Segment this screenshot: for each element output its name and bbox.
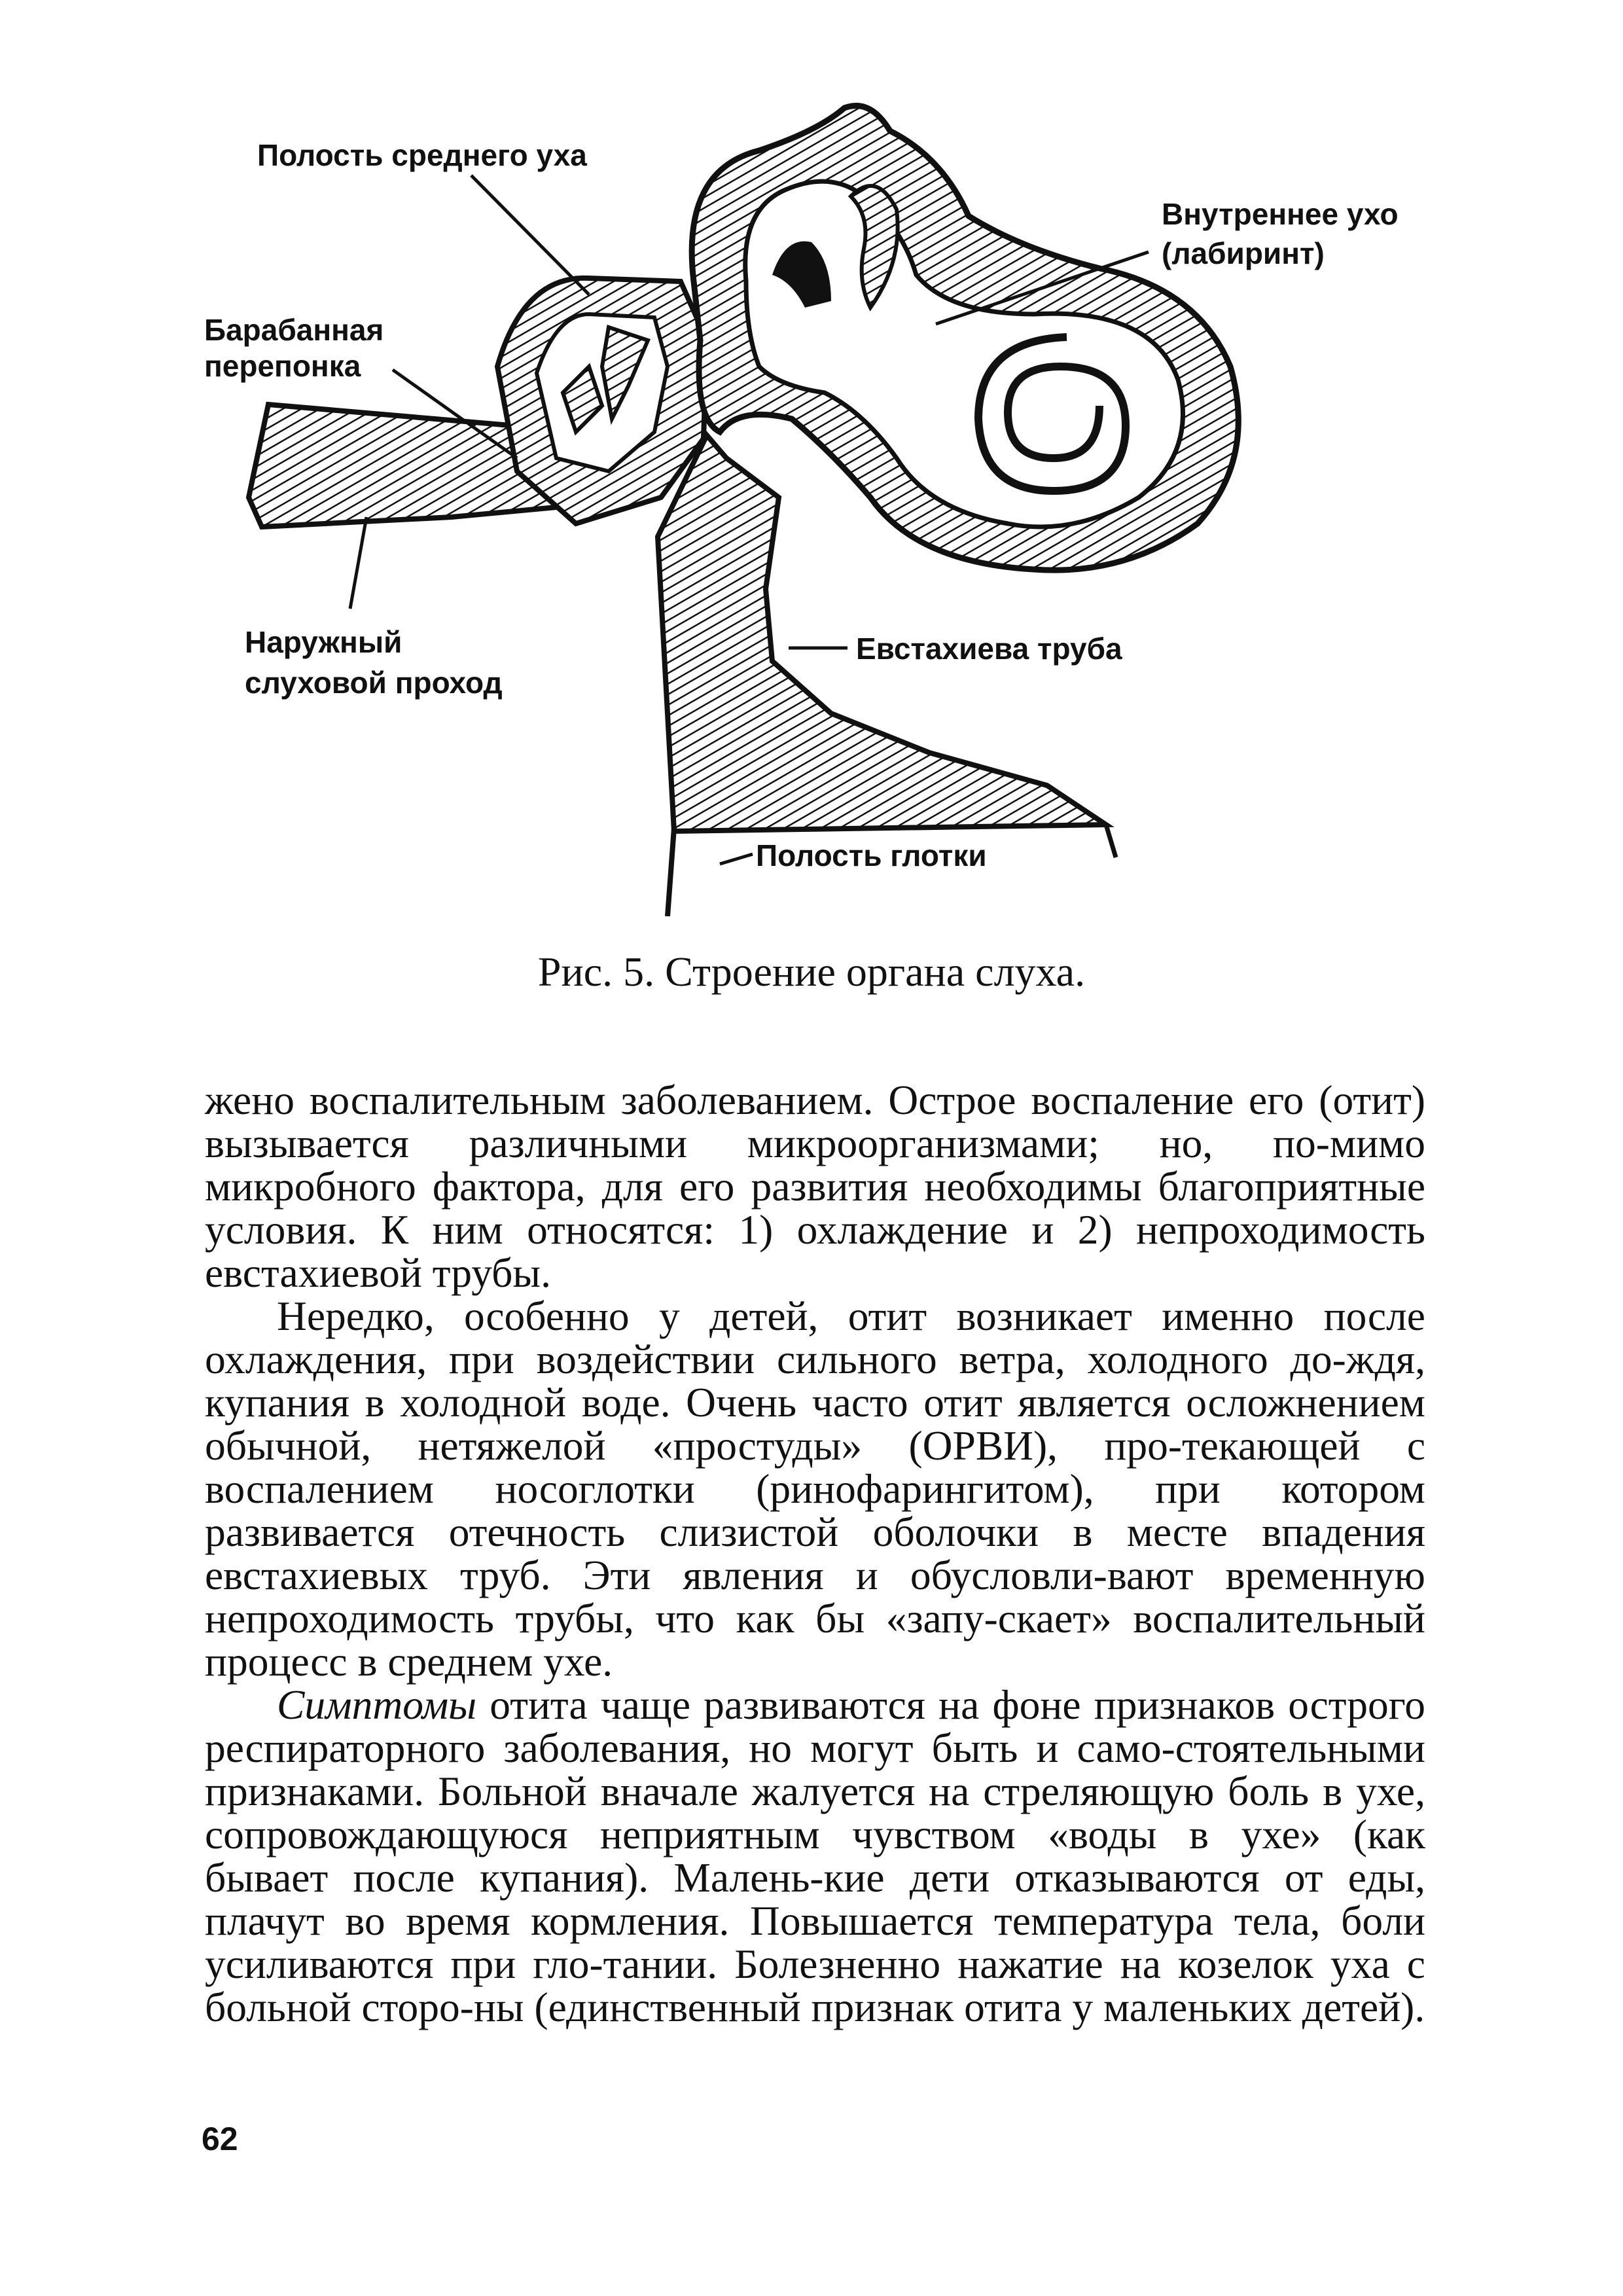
paragraph-3-text: отита чаще развиваются на фоне признаков острого респираторного заболевания, но могут быть и само-стоятельными признаками. Больной вначале жалуется на стреляющую боль в ухе, сопровождающуюся неприятным чувством «воды в ухе» (как бывает после купания). Малень-кие дети отказываются от еды, плачут во время кормления. Повышается температура тела, боли усиливаются при гло-тании. Болезненно нажатие на козелок уха с больной сторо-ны (единственный признак отита у маленьких детей). (205, 1681, 1425, 2030)
page-number: 62 (202, 2121, 238, 2157)
label-eardrum-1: Барабанная (204, 313, 384, 347)
label-inner-ear-1: Внутреннее ухо (1162, 197, 1399, 231)
label-eustachian-tube: Евстахиева труба (856, 632, 1122, 666)
ear-diagram (0, 0, 1623, 916)
label-outer-canal-2: слуховой проход (245, 666, 503, 700)
figure-caption: Рис. 5. Строение органа слуха. (537, 948, 1086, 995)
label-pharynx: Полость глотки (756, 838, 987, 872)
paragraph-2: Нередко, особенно у детей, отит возникает именно после охлаждения, при воздействии сильного ветра, холодного до-ждя, купания в холодной воде. Очень часто отит является осложнением обычной, нетяжелой «простуды» (ОРВИ), про-текающей с воспалением носоглотки (ринофарингитом), при котором развивается отечность слизистой оболочки в месте впадения евстахиевых труб. Эти явления и обусловли-вают временную непроходимость трубы, что как бы «запу-скает» воспалительный процесс в среднем ухе. (205, 1293, 1425, 1685)
middle-ear-pointer (471, 175, 589, 295)
symptoms-emphasis: Симптомы (277, 1681, 477, 1728)
label-middle-ear: Полость среднего уха (257, 138, 587, 172)
label-eardrum-2: перепонка (204, 349, 361, 383)
outer-canal-pointer (350, 517, 366, 609)
paragraph-3 (205, 1683, 1425, 2029)
label-inner-ear-2: (лабиринт) (1162, 236, 1325, 270)
body-text (205, 1079, 1425, 2029)
pharynx-pointer (720, 854, 753, 864)
paragraph-1: жено воспалительным заболеванием. Острое воспаление его (отит) вызывается различными микроорганизмами; но, по-мимо микробного фактора, для его развития необходимы благоприятные условия. К ним относятся: 1) охлаждение и 2) непроходимость евстахиевой трубы. (205, 1077, 1425, 1296)
ear-structure-figure (0, 0, 1623, 916)
label-outer-canal-1: Наружный (245, 625, 402, 659)
